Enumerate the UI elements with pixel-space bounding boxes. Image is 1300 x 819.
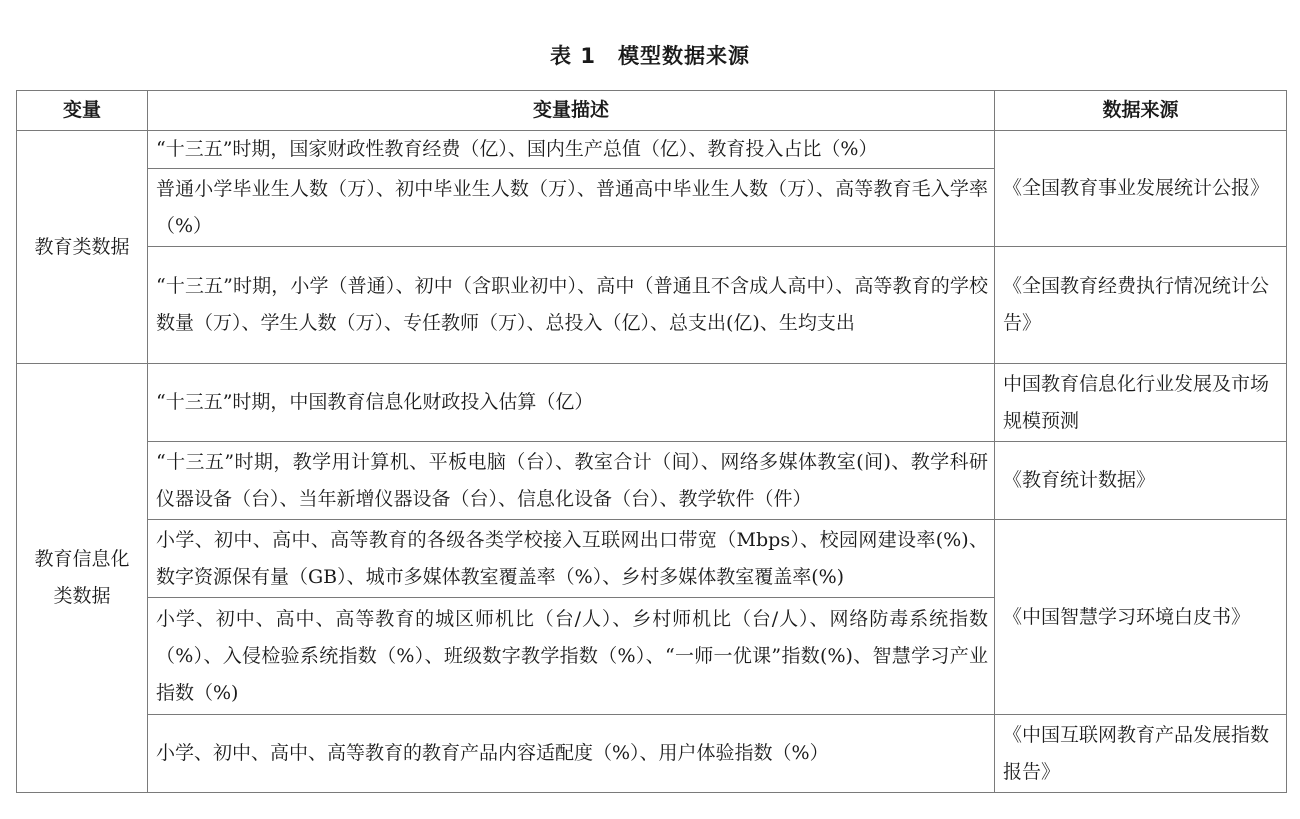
table-row	[17, 131, 1287, 169]
header-variable-description: 变量描述	[148, 91, 995, 131]
source-cell: 《全国教育事业发展统计公报》	[995, 131, 1287, 247]
table-row	[17, 520, 1287, 598]
category-education-informatization: 教育信息化类数据	[17, 364, 148, 793]
table-row	[17, 247, 1287, 364]
category-education: 教育类数据	[17, 131, 148, 364]
description-cell: 普通小学毕业生人数（万）、初中毕业生人数（万）、普通高中毕业生人数（万）、高等教育毛入学率（%）	[148, 169, 995, 247]
table-number: 表 1	[550, 44, 596, 68]
source-cell: 《中国智慧学习环境白皮书》	[995, 520, 1287, 715]
source-cell: 中国教育信息化行业发展及市场规模预测	[995, 364, 1287, 442]
description-cell: 小学、初中、高中、高等教育的教育产品内容适配度（%）、用户体验指数（%）	[148, 715, 995, 793]
table-row	[17, 715, 1287, 793]
table-row	[17, 442, 1287, 520]
table-title: 模型数据来源	[617, 44, 750, 68]
header-row	[17, 91, 1287, 131]
description-cell: 小学、初中、高中、高等教育的各级各类学校接入互联网出口带宽（Mbps）、校园网建设率(%)、数字资源保有量（GB）、城市多媒体教室覆盖率（%）、乡村多媒体教室覆盖率(%)	[148, 520, 995, 598]
header-variable: 变量	[17, 91, 148, 131]
model-data-source-table	[16, 90, 1287, 793]
table-caption	[0, 40, 1300, 70]
description-cell: 小学、初中、高中、高等教育的城区师机比（台/人）、乡村师机比（台/人）、网络防毒系统指数（%）、入侵检验系统指数（%）、班级数字教学指数（%）、“一师一优课”指数(%)、智慧学习产业指数（%)	[148, 598, 995, 715]
description-cell: “十三五”时期，国家财政性教育经费（亿）、国内生产总值（亿）、教育投入占比（%）	[148, 131, 995, 169]
description-cell: “十三五”时期，中国教育信息化财政投入估算（亿）	[148, 364, 995, 442]
header-data-source: 数据来源	[995, 91, 1287, 131]
description-cell: “十三五”时期，教学用计算机、平板电脑（台）、教室合计（间）、网络多媒体教室(间)、教学科研仪器设备（台）、当年新增仪器设备（台）、信息化设备（台）、教学软件（件）	[148, 442, 995, 520]
source-cell: 《全国教育经费执行情况统计公告》	[995, 247, 1287, 364]
table-row	[17, 364, 1287, 442]
description-cell: “十三五”时期，小学（普通）、初中（含职业初中）、高中（普通且不含成人高中）、高等教育的学校数量（万）、学生人数（万）、专任教师（万）、总投入（亿）、总支出(亿)、生均支出	[148, 247, 995, 364]
source-cell: 《教育统计数据》	[995, 442, 1287, 520]
source-cell: 《中国互联网教育产品发展指数报告》	[995, 715, 1287, 793]
